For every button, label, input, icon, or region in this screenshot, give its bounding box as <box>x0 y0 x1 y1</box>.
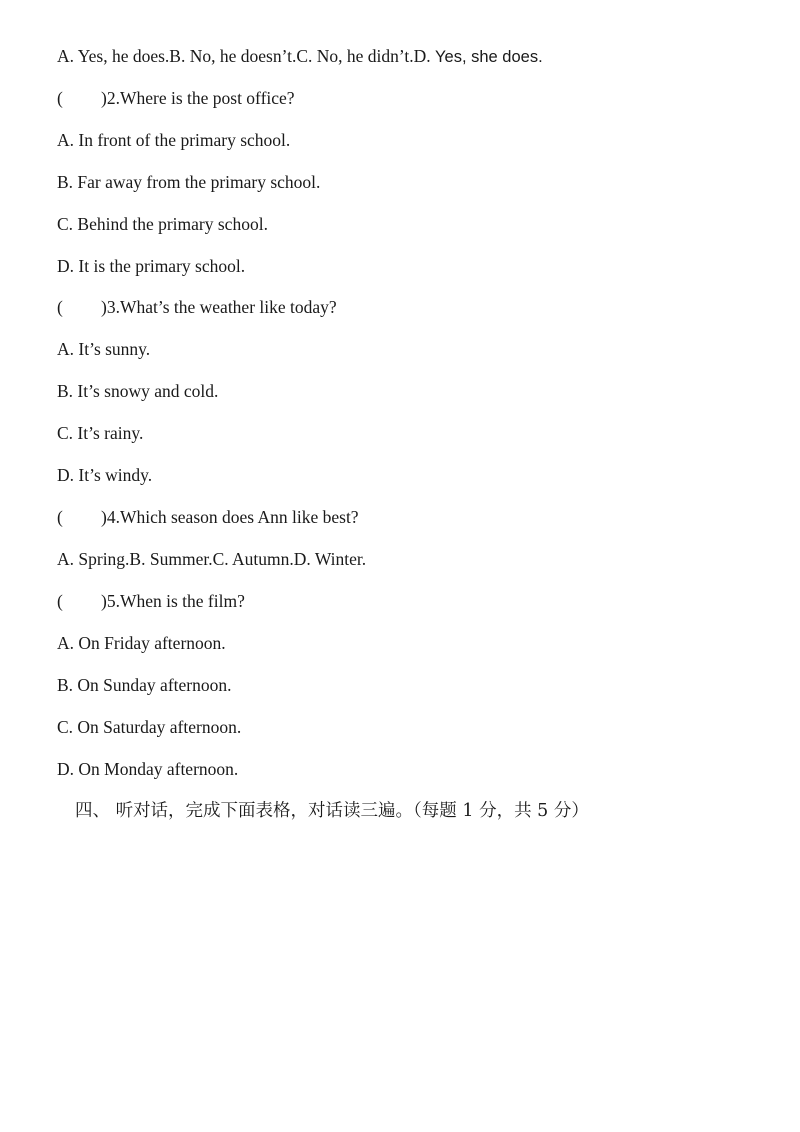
q3-option-c: C. It’s rainy. <box>57 423 144 443</box>
q2-option-b: B. Far away from the primary school. <box>57 172 321 192</box>
q5-question <box>57 590 245 612</box>
q5-option-d: D. On Monday afternoon. <box>57 759 239 779</box>
q2-option-a: A. In front of the primary school. <box>57 130 291 150</box>
q2-question <box>57 87 295 109</box>
q3-option-b: B. It’s snowy and cold. <box>57 381 219 401</box>
q5-option-c: C. On Saturday afternoon. <box>57 717 242 737</box>
q5-option-b: B. On Sunday afternoon. <box>57 675 232 695</box>
q3-option-d: D. It’s windy. <box>57 465 153 485</box>
q3-question-text: )3.What’s the weather like today? <box>101 297 337 317</box>
q5-option-a: A. On Friday afternoon. <box>57 633 226 653</box>
section-heading: 四、 听对话，完成下面表格，对话读三遍。（每题 1 分，共 5 分） <box>75 801 589 821</box>
answer-blank: ( <box>57 591 63 611</box>
q5-question-text: )5.When is the film? <box>101 591 245 611</box>
q1-options <box>57 45 543 68</box>
q2-option-d: D. It is the primary school. <box>57 256 246 276</box>
q2-question-text: )2.Where is the post office? <box>101 88 295 108</box>
q4-options: A. Spring.B. Summer.C. Autumn.D. Winter. <box>57 549 367 569</box>
answer-blank: ( <box>57 507 63 527</box>
answer-blank: ( <box>57 297 63 317</box>
q2-option-c: C. Behind the primary school. <box>57 214 268 234</box>
q4-question <box>57 506 359 528</box>
q4-question-text: )4.Which season does Ann like best? <box>101 507 359 527</box>
q3-option-a: A. It’s sunny. <box>57 339 151 359</box>
q1-option-d-text: Yes, she does. <box>435 48 543 66</box>
q3-question <box>57 296 337 318</box>
answer-blank: ( <box>57 88 63 108</box>
q1-options-text: A. Yes, he does.B. No, he doesn’t.C. No, he didn’t.D. <box>57 46 436 66</box>
